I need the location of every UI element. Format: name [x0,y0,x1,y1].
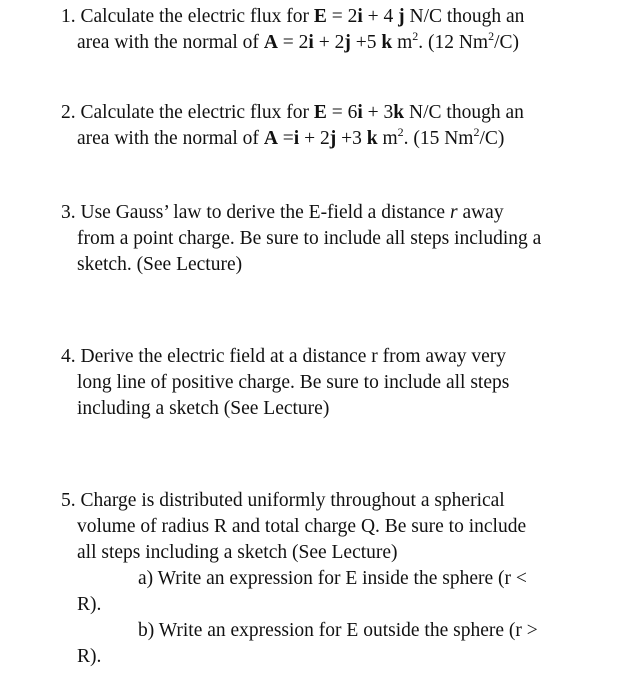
problem-5-part-a: a) Write an expression for E inside the sphere (r < [138,568,527,589]
problem-4-line-1: 4. Derive the electric field at a distance r from away very [61,346,507,367]
problem-5-part-a-continuation: R). [77,594,102,615]
problem-1-number: 1. [61,6,76,27]
problem-5-line-1: 5. Charge is distributed uniformly throughout a spherical [61,490,505,511]
problem-4-line-3: including a sketch (See Lecture) [77,398,330,419]
problem-5-part-b-continuation: R). [77,646,102,667]
problem-5-line-2: volume of radius R and total charge Q. Be sure to include [77,516,527,537]
problem-3-line-3: sketch. (See Lecture) [77,254,243,275]
problem-5-part-b: b) Write an expression for E outside the sphere (r > [138,620,538,641]
problem-1-line-1: 1. Calculate the electric flux for E = 2i + 4 j N/C though an [61,6,525,27]
problem-5-number: 5. [61,490,76,511]
problem-1-line-2: area with the normal of A = 2i + 2j +5 k $m^2$. (12 Nm$^2$/C) [77,28,520,53]
problem-5-line-3: all steps including a sketch (See Lecture) [77,542,398,563]
problem-4-number: 4. [61,346,76,367]
problem-4-line-2: long line of positive charge. Be sure to include all steps [77,372,510,393]
problem-2-number: 2. [61,102,76,123]
problem-3-line-1: 3. Use Gauss’ law to derive the E-field a distance r away [61,202,504,223]
problem-2-line-2: area with the normal of A =i + 2j +3 k $m^2$. (15 Nm$^2$/C) [77,124,505,149]
problem-3-line-2: from a point charge. Be sure to include all steps including a [77,228,542,249]
problem-3-number: 3. [61,202,76,223]
problem-2-line-1: 2. Calculate the electric flux for E = 6i + 3k N/C though an [61,102,524,123]
